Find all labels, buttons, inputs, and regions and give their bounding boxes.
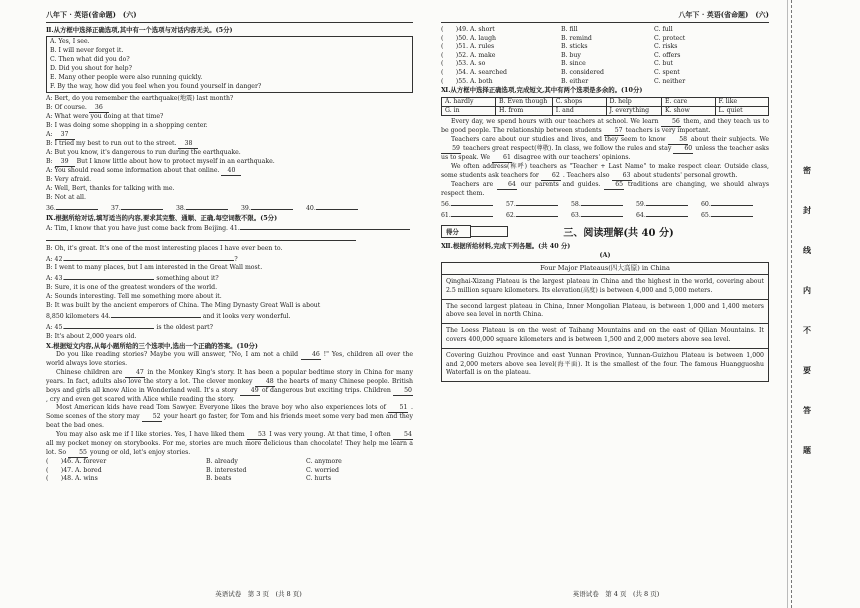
choice-row[interactable]: [441, 78, 769, 87]
paragraph: Do you like reading stories? Maybe you will answer, "No, I am not a child 46 !" Yes, children all over the world always love stories.: [46, 350, 413, 367]
dialogue-line: B: It was built by the ancient emperors of China. The Ming Dynasty Great Wall is about: [46, 302, 321, 310]
choice-row[interactable]: [441, 52, 769, 61]
word-option: E. care: [662, 98, 716, 107]
choice-b: B. considered: [561, 68, 605, 76]
answer-line[interactable]: [711, 199, 753, 206]
dialogue-line: B: 39 But I know little about how to protect myself in an earthquake.: [46, 158, 275, 166]
seal-character: 内: [803, 285, 811, 295]
answer-line[interactable]: [516, 210, 558, 217]
answer-slot: 40.: [306, 203, 371, 214]
answer-row-36-40: [46, 203, 413, 214]
section-8-title: Ⅱ.从方框中选择正确选项,其中有一个选项与对话内容无关。(5分): [46, 26, 233, 34]
dialogue-line: A: Well, Bert, thanks for talking with me.: [46, 184, 175, 192]
dialogue-line: A: What were you doing at that time?: [46, 113, 164, 121]
choice-row[interactable]: [441, 35, 769, 44]
answer-line[interactable]: [46, 234, 356, 241]
left-page: [0, 0, 425, 608]
word-option: L. quiet: [715, 107, 768, 116]
blank-number[interactable]: 47: [125, 369, 145, 378]
seal-character: 线: [803, 245, 811, 255]
word-option: K. show: [662, 107, 716, 116]
answer-slot: 39.: [241, 203, 306, 214]
answer-slot: 37.: [111, 203, 176, 214]
part-3-title: 三、阅读理解(共 40 分): [563, 227, 674, 239]
blank-number[interactable]: 57: [604, 127, 624, 136]
word-option: C. shops: [552, 98, 606, 107]
choice-list: [46, 458, 413, 484]
choice-a: ( )52. A. make: [441, 51, 496, 59]
section-9-title: Ⅸ.根据所给对话,填写适当的内容,要求其完整、通顺、正确,每空词数不限。(5分): [46, 213, 278, 222]
section-10-title: Ⅹ.根据短文内容,从每小题所给的三个选项中,选出一个正确的答案。(10分): [46, 341, 258, 350]
seal-character: 不: [803, 325, 811, 335]
seal-character: 密: [803, 165, 811, 175]
option-item: F. By the way, how did you feel when you found yourself in danger?: [50, 82, 262, 90]
choice-c: C. hurts: [306, 475, 332, 483]
answer-line[interactable]: [251, 203, 293, 210]
answer-slot: 65.: [701, 210, 766, 221]
choice-a: ( )47. A. bored: [46, 466, 102, 474]
choice-c: C. offers: [654, 51, 681, 59]
answer-line[interactable]: [451, 210, 493, 217]
header-rule: [441, 22, 769, 23]
dialogue-line: B: Sure, it is one of the greatest wonders of the world.: [46, 284, 218, 292]
dialogue-line: A: Tim, I know that you have just come back from Beijing. 41.: [46, 223, 413, 234]
choice-b: B. fill: [561, 26, 578, 33]
dialogue-line: [46, 234, 413, 245]
dialogue-line: B: Not at all.: [46, 193, 86, 201]
choice-c: C. spent: [654, 68, 680, 76]
choice-c: C. but: [654, 60, 673, 68]
answer-line[interactable]: [64, 273, 154, 280]
answer-line[interactable]: [711, 210, 753, 217]
blank-number[interactable]: 65: [604, 181, 624, 190]
blank-number[interactable]: 37: [55, 131, 75, 140]
answer-line[interactable]: [240, 223, 410, 230]
word-option: H. from: [496, 107, 553, 116]
plateau-row: The Loess Plateau is on the west of Taihang Mountains and on the east of Qilian Mountains. It covers 400,000 square kilometers and is between 1,500 and 2,000 meters above sea level.: [442, 324, 768, 349]
page-footer: 英语试卷 第 4 页 (共 8 页): [572, 590, 660, 598]
answer-slot: 58.: [571, 199, 636, 210]
answer-line[interactable]: [316, 203, 358, 210]
passage-teachers: [441, 118, 769, 199]
paragraph: Teachers care about our studies and lives, and they seem to know 58 about their subjects. We 59 teachers great respect(尊敬). In class, we follow the rules and stay 60 unless the teacher asks us to speak. We 61 disagree with our teachers' opinions.: [441, 136, 769, 162]
option-item: A. Yes, I see.: [50, 38, 90, 45]
blank-number[interactable]: 54: [393, 431, 413, 440]
plateau-table-title: Four Major Plateaus(四大高原) in China: [442, 263, 768, 275]
paragraph: Chinese children are 47 in the Monkey King's story. It has been a popular bedtime story in China for many years. In fact, adults also love the story a lot. The clever monkey 48 the hearts of many Chinese people. British boys and girls all know Alice in Wonderland well. It's a story 49 of dangerous but exciting trips. Children 50 , cry and even get scared with Alice while reading the story.: [46, 368, 413, 403]
passage-letter: (A): [599, 250, 611, 259]
answer-line[interactable]: [581, 199, 623, 206]
choice-b: B. remind: [561, 34, 592, 42]
blank-number[interactable]: 50: [393, 387, 413, 396]
dialogue-line: B: It's about 2,000 years old.: [46, 332, 137, 340]
choice-a: ( )53. A. so: [441, 60, 486, 68]
blank-number[interactable]: 53: [247, 431, 267, 440]
plateau-table: [441, 262, 769, 382]
blank-number[interactable]: 55: [68, 449, 88, 458]
dialogue: [46, 95, 413, 202]
answer-line[interactable]: [111, 311, 201, 318]
paragraph: We often address(称呼) teachers as "Teacher + Last Name" to make respect clear. Outside class, some students ask teachers for 62 . Teachers also 63 about students' personal growth.: [441, 163, 769, 180]
dialogue-line: A: But you know, it's dangerous to run during the earthquake.: [46, 149, 241, 157]
seal-character: 要: [803, 365, 811, 375]
blank-number[interactable]: 46: [301, 351, 321, 360]
choice-a: ( )51. A. rules: [441, 43, 495, 51]
seal-character: 答: [803, 405, 811, 415]
score-box-label: 得分: [441, 225, 471, 238]
choice-row[interactable]: [46, 458, 413, 467]
answer-slot: 61.: [441, 210, 506, 221]
choice-a: ( )48. A. wins: [46, 475, 98, 483]
section-11-title: Ⅺ.从方框中选择正确选项,完成短文,其中有两个选项是多余的。(10分): [441, 86, 643, 95]
blank-number[interactable]: 64: [497, 181, 517, 190]
answer-slot: 57.: [506, 199, 571, 210]
dialogue-line: B: I tried my best to run out to the street. 38: [46, 140, 413, 149]
choice-a: ( )49. A. short: [441, 26, 495, 33]
dialogue-line: A: You should read some information about that online. 40: [46, 167, 413, 176]
dialogue-line: A: 42. ?: [46, 255, 238, 263]
option-item: B. I will never forget it.: [50, 46, 124, 54]
answer-slot: 36.: [46, 203, 111, 214]
options-box: [46, 36, 413, 93]
choice-row[interactable]: [46, 467, 413, 476]
choice-c: C. protect: [654, 34, 686, 42]
blank-number[interactable]: 61: [492, 154, 512, 163]
answer-line[interactable]: [646, 199, 688, 206]
word-option: B. Even though: [496, 98, 553, 107]
cloze-passage: [46, 351, 413, 459]
section-9-lines: [46, 223, 413, 342]
dialogue-line: B: I went to many places, but I am interested in the Great Wall most.: [46, 264, 263, 272]
choice-row[interactable]: [441, 43, 769, 52]
word-option: G. in: [442, 107, 496, 116]
answer-line[interactable]: [64, 322, 154, 329]
page-header: 八年下 · 英语(省命题) (六): [46, 10, 137, 19]
choice-c: C. worried: [306, 466, 339, 474]
answer-line[interactable]: [64, 254, 234, 261]
choice-b: B. since: [561, 60, 586, 68]
paragraph: You may also ask me if I like stories. Yes, I have liked them 53 I was very young. At that time, I often 54 all my pocket money on storybooks. For me, stories are much more delicious than chocolate! They help me learn a lot. So 55 young or old, let's enjoy stories.: [46, 431, 413, 457]
blank-number[interactable]: 58: [668, 136, 688, 145]
answer-slot: 56.: [441, 199, 506, 210]
answer-line[interactable]: [121, 203, 163, 210]
choice-b: B. buy: [561, 51, 581, 59]
plateau-row: Covering Guizhou Province and east Yunnan Province, Yunnan-Guizhou Plateau is between 1,000 and 2,000 meters above sea level(海平面). It is the smallest of the four. The famous Huangguoshu Waterfall is on the plateau.: [446, 351, 764, 377]
dialogue-line: A: 45. is the oldest part?: [46, 323, 213, 331]
seal-character: 题: [803, 445, 811, 455]
part-3-instructions: Ⅻ.根据所给材料,完成下列各题。(共 40 分): [441, 241, 571, 250]
blank-number[interactable]: 49: [240, 387, 260, 396]
dialogue-line: B: Oh, it's great. It's one of the most interesting places I have ever been to.: [46, 244, 283, 252]
choice-row[interactable]: [46, 475, 413, 484]
word-option: F. like: [715, 98, 768, 107]
answer-slot: 63.: [571, 210, 636, 221]
blank-number[interactable]: 51: [388, 404, 408, 413]
header-rule: [46, 22, 413, 23]
page-footer: 英语试卷 第 3 页 (共 8 页): [215, 590, 302, 598]
dialogue-line: A: 43. something about it?: [46, 275, 219, 283]
word-option: I. and: [552, 107, 606, 116]
dialogue-line: A: 37: [46, 131, 413, 140]
choice-a: ( )55. A. both: [441, 77, 493, 85]
answer-slot: 62.: [506, 210, 571, 221]
choice-b: B. beats: [206, 475, 232, 483]
word-option: J. everything: [606, 107, 662, 116]
blank-number[interactable]: 39: [55, 158, 75, 167]
choice-row[interactable]: [441, 26, 769, 35]
right-page: [425, 0, 775, 608]
dialogue-line: B: Of course. 36: [46, 104, 413, 113]
dialogue-line: A: Sounds interesting. Tell me something more about it.: [46, 293, 222, 301]
answer-line[interactable]: [56, 203, 98, 210]
choice-c: C. neither: [654, 77, 686, 85]
plateau-row: The second largest plateau in China, Inner Mongolian Plateau, is between 1,000 and 1,400 meters above sea level in north China.: [442, 300, 768, 325]
word-option: A. hardly: [442, 98, 496, 107]
answer-line[interactable]: [646, 210, 688, 217]
choice-b: B. sticks: [561, 43, 588, 51]
blank-number[interactable]: 56: [661, 118, 681, 127]
blank-number[interactable]: 52: [142, 413, 162, 422]
seal-character: 封: [803, 205, 811, 215]
choice-a: ( )54. A. searched: [441, 68, 507, 76]
choice-b: B. either: [561, 77, 589, 85]
answer-slot: 60.: [701, 199, 766, 210]
seal-dashed-line: [791, 0, 792, 608]
option-item: C. Then what did you do?: [50, 55, 130, 63]
blank-number[interactable]: 63: [612, 172, 632, 181]
option-item: D. Did you shout for help?: [50, 64, 132, 72]
word-option: D. help: [606, 98, 662, 107]
choice-c: C. full: [654, 26, 673, 33]
choice-c: C. anymore: [306, 458, 342, 466]
paragraph: Most American kids have read Tom Sawyer. Everyone likes the brave boy who also experiences lots of 51 . Some scenes of the story may 52 your heart go faster, for Tom and his friends meet some very bad men and they beat the bad ones.: [46, 404, 414, 430]
paragraph: Every day, we spend hours with our teachers at school. We learn 56 them, and they teach us to be good people. The relationship between students 57 teachers is very important.: [441, 118, 769, 135]
dialogue-line: 8,850 kilometers 44. and it looks very wonderful.: [46, 312, 291, 320]
blank-number[interactable]: 60: [673, 145, 693, 154]
answer-row-56-60: [441, 199, 769, 210]
answer-slot: 59.: [636, 199, 701, 210]
choice-b: B. interested: [206, 466, 247, 474]
seal-margin: [775, 0, 860, 608]
blank-number[interactable]: 40: [221, 167, 241, 176]
option-item: E. Many other people were also running quickly.: [50, 73, 203, 81]
answer-line[interactable]: [516, 199, 558, 206]
fold-line: [787, 0, 788, 608]
answer-slot: 38.: [176, 203, 241, 214]
dialogue-line: A: Bert, do you remember the earthquake(地震) last month?: [46, 95, 234, 103]
choice-a: ( )50. A. laugh: [441, 34, 497, 42]
dialogue-line: B: I was doing some shopping in a shopping center.: [46, 122, 208, 130]
answer-line[interactable]: [581, 210, 623, 217]
choice-b: B. already: [206, 458, 238, 466]
plateau-row: Qinghai-Xizang Plateau is the largest plateau in China and the highest in the world, covering about 2.5 million square kilometers. Its elevation(高度) is between 4,000 and 5,000 meters.: [442, 275, 768, 300]
answer-row-61-65: [441, 210, 769, 221]
word-box: [441, 97, 769, 116]
choice-c: C. risks: [654, 43, 678, 51]
choice-row[interactable]: [441, 60, 769, 69]
blank-number[interactable]: 48: [255, 378, 275, 387]
blank-number[interactable]: 38: [178, 140, 198, 149]
dialogue-line: B: Very afraid.: [46, 176, 92, 184]
blank-number[interactable]: 59: [441, 145, 461, 154]
paragraph: Teachers are 64 our parents and guides. 65 traditions are changing, we should always respect them.: [441, 181, 770, 198]
answer-line[interactable]: [186, 203, 228, 210]
choice-a: ( )46. A. forever: [46, 458, 107, 466]
choice-row[interactable]: [441, 69, 769, 78]
answer-slot: 64.: [636, 210, 701, 221]
answer-line[interactable]: [451, 199, 493, 206]
choice-list: [441, 26, 769, 86]
blank-number[interactable]: 36: [89, 104, 109, 113]
blank-number[interactable]: 62: [541, 172, 561, 181]
page-header: 八年下 · 英语(省命题) (六): [678, 10, 769, 19]
